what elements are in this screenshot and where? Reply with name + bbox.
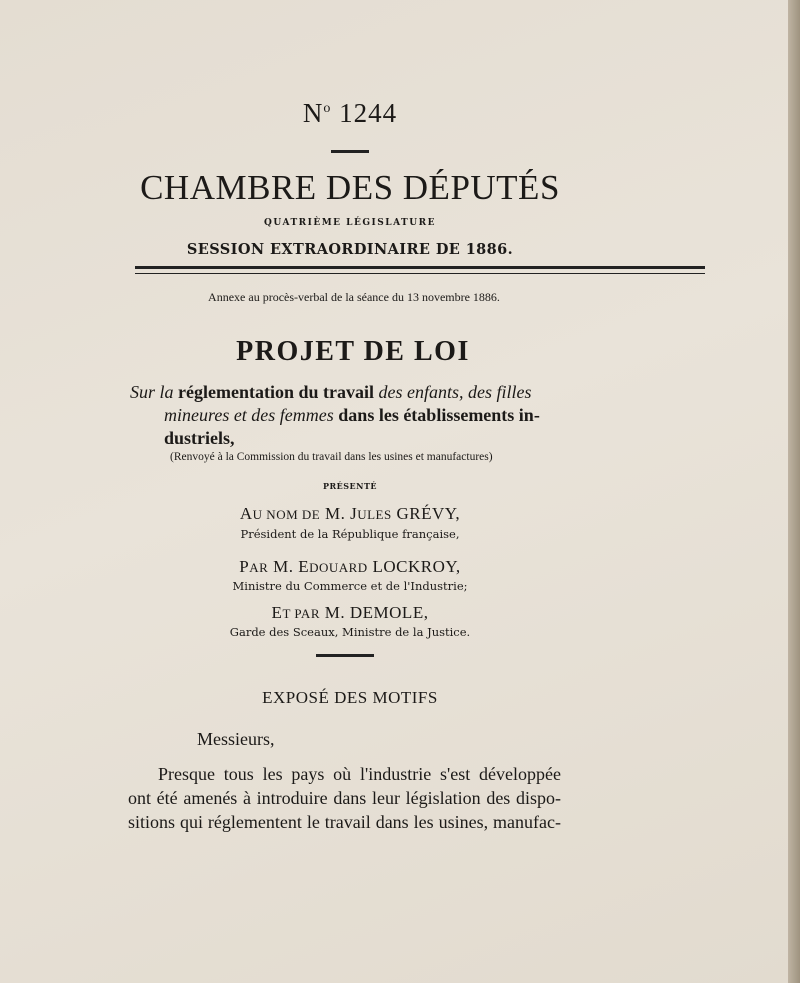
- title-part-2: réglementation du travail: [178, 382, 374, 402]
- body-paragraph: [128, 762, 561, 834]
- presenter-name: LOCKROY,: [372, 557, 461, 576]
- title-part-4: mineures et des femmes: [164, 405, 334, 425]
- paragraph-line: sitions qui réglementent le travail dans les usines, manufac-: [128, 812, 561, 832]
- presenter-line: ET PAR M. DEMOLE,: [271, 603, 429, 622]
- number-prefix: N: [302, 98, 324, 128]
- double-rule-thin: [135, 273, 705, 274]
- expose-heading: EXPOSÉ DES MOTIFS: [262, 688, 438, 707]
- number-value: 1244: [339, 98, 398, 128]
- presenter-line: PAR M. EDOUARD LOCKROY,: [239, 557, 461, 576]
- presenter-line: AU NOM DE M. JULES GRÉVY,: [239, 504, 461, 523]
- section-divider: [316, 654, 374, 657]
- paragraph-line: ont été amenés à introduire dans leur législation des dispo-: [128, 788, 561, 808]
- projet-de-loi-heading: PROJET DE LOI: [236, 336, 470, 367]
- referral-note: (Renvoyé à la Commission du travail dans les usines et manufactures): [170, 451, 493, 463]
- presenter-role: Garde des Sceaux, Ministre de la Justice.: [229, 625, 471, 639]
- bill-title: [130, 381, 570, 450]
- annexe-line: Annexe au procès-verbal de la séance du 13 novembre 1886.: [208, 290, 500, 304]
- title-part-6: dustriels,: [164, 428, 235, 448]
- presenter-role: Président de la République française,: [240, 527, 460, 541]
- legislature-label: QUATRIÈME LÉGISLATURE: [264, 218, 436, 228]
- salutation: Messieurs,: [197, 729, 275, 749]
- presenter-name: DEMOLE,: [349, 603, 429, 622]
- title-part-3: des enfants, des filles: [378, 382, 532, 402]
- scan-background-edge: [788, 0, 800, 983]
- short-divider: [331, 150, 369, 153]
- session-label: SESSION EXTRAORDINAIRE DE 1886.: [186, 241, 514, 258]
- presented-label: PRÉSENTÉ: [323, 481, 377, 491]
- presenter-role: Ministre du Commerce et de l'Industrie;: [232, 579, 468, 593]
- presenter-name: GRÉVY,: [396, 504, 461, 523]
- double-rule-thick: [135, 266, 705, 269]
- title-part-1: Sur la: [130, 382, 174, 402]
- chamber-title: CHAMBRE DES DÉPUTÉS: [140, 168, 560, 207]
- title-part-5: dans les établissements in-: [338, 405, 540, 425]
- document-number: [0, 98, 700, 129]
- number-sup: o: [323, 101, 332, 116]
- paragraph-line: Presque tous les pays où l'industrie s'est développée: [158, 764, 561, 784]
